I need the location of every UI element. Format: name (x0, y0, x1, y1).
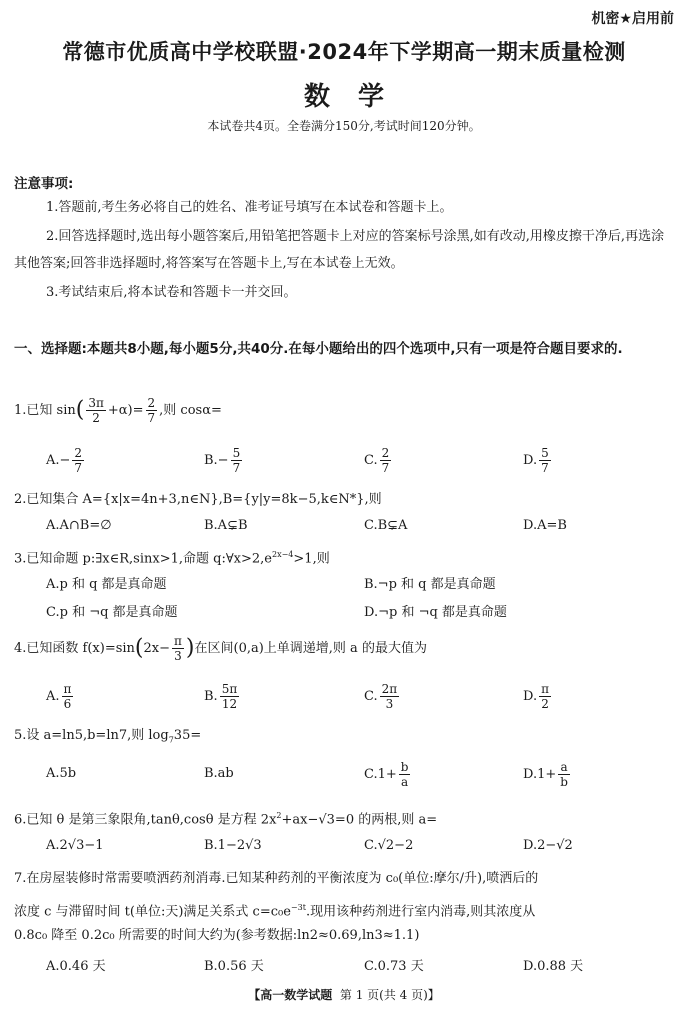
q1-option-d[interactable]: D. $\frac{5}{7}$ (523, 446, 549, 475)
q6-option-a[interactable]: A.2√3−1 (46, 838, 104, 853)
notice-title: 注意事项: (14, 176, 74, 192)
q5-option-c[interactable]: C.1+ $\frac{b}{a}$ (364, 760, 409, 789)
question-7-line-3: 0.8c₀ 降至 0.2c₀ 所需要的时间大约为(参考数据:ln2≈0.69,ln3≈1.1) (14, 928, 420, 943)
q6-option-c[interactable]: C.√2−2 (364, 838, 414, 853)
q7-option-a[interactable]: A.0.46 天 (46, 959, 106, 974)
notice-item-3: 3.考试结束后,将本试卷和答题卡一并交回。 (46, 285, 297, 300)
question-7-line-1: 7.在房屋装修时常需要喷洒药剂消毒.已知某种药剂的平衡浓度为 c₀(单位:摩尔/升),喷洒后的 (14, 871, 539, 886)
q1-eq: )= (127, 403, 144, 418)
q3-option-b[interactable]: B.¬p 和 q 都是真命题 (364, 577, 496, 592)
subject-title: 数学 (303, 82, 412, 112)
q5-option-d[interactable]: D.1+ $\frac{a}{b}$ (523, 760, 568, 789)
question-2: 2.已知集合 A={x|x=4n+3,n∈N},B={y|y=8k−5,k∈N*},则 (14, 492, 382, 507)
q1-option-b[interactable]: B.− $\frac{5}{7}$ (204, 446, 241, 475)
q4-option-a[interactable]: A. $\frac{\pi}{6}$ (46, 682, 72, 711)
q2-option-d[interactable]: D.A=B (523, 518, 567, 533)
q7-option-c[interactable]: C.0.73 天 (364, 959, 424, 974)
question-4: 4.已知函数 f(x)=sin(2x− $\frac{\pi}{3}$ )在区间(0,a)上单调递增,则 a 的最大值为 (14, 634, 427, 663)
q2-option-b[interactable]: B.A⊊B (204, 518, 248, 533)
notice-item-2: 2.回答选择题时,选出每小题答案后,用铅笔把答题卡上对应的答案标号涂黑,如有改动,用橡皮擦干净后,再选涂其他答案;回答非选择题时,将答案写在答题卡上,写在本试卷上无效。 (14, 229, 665, 271)
exam-title: 常德市优质高中学校联盟·2024年下学期高一期末质量检测 (62, 40, 626, 64)
q5-option-a[interactable]: A.5b (46, 766, 77, 781)
q5-option-b[interactable]: B.ab (204, 766, 234, 781)
q2-option-c[interactable]: C.B⊊A (364, 518, 408, 533)
question-1: 1.已知 sin( $\frac{3\pi}{2}$ +α)= $\frac{2}{7}$ ,则 cosα= (14, 396, 222, 425)
q1-suffix: ,则 cosα= (159, 403, 222, 418)
q1-frac-b: $\frac{2}{7}$ (147, 396, 156, 425)
q1-option-c[interactable]: C. $\frac{2}{7}$ (364, 446, 390, 475)
q1-prefix: 1.已知 sin (14, 403, 76, 418)
q4-option-c[interactable]: C. $\frac{2\pi}{3}$ (364, 682, 398, 711)
footer-page: 第 1 页(共 4 页)】 (339, 988, 440, 1002)
q3-option-a[interactable]: A.p 和 q 都是真命题 (46, 577, 167, 592)
question-6: 6.已知 θ 是第三象限角,tanθ,cosθ 是方程 $2x^2+ax-√3=0$ 的两根,则 a= (14, 811, 438, 828)
q1-option-a[interactable]: A.− $\frac{2}{7}$ (46, 446, 83, 475)
q6-option-b[interactable]: B.1−2√3 (204, 838, 262, 853)
q6-option-d[interactable]: D.2−√2 (523, 838, 573, 853)
question-7-line-2: 浓度 c 与滞留时间 t(单位:天)满足关系式 $c=c_0e^{-3t}$.现用该种药剂进行室内消毒,则其浓度从 (14, 903, 536, 920)
q1-inner: +α (107, 403, 128, 418)
question-3: 3.已知命题 p:∃x∈R,sinx>1,命题 $q:\forall x>2,e^{2x-4}>1$,则 (14, 550, 330, 567)
question-5: 5.设 a=ln5,b=ln7,则 $\log_735=$ (14, 728, 202, 745)
q3-option-c[interactable]: C.p 和 ¬q 都是真命题 (46, 605, 178, 620)
page-footer (0, 986, 688, 1003)
q7-option-b[interactable]: B.0.56 天 (204, 959, 264, 974)
section-heading: 一、选择题:本题共8小题,每小题5分,共40分.在每小题给出的四个选项中,只有一项是符合题目要求的. (14, 341, 623, 357)
notice-item-1: 1.答题前,考生务必将自己的姓名、准考证号填写在本试卷和答题卡上。 (46, 200, 453, 215)
q2-option-a[interactable]: A.A∩B=∅ (46, 518, 112, 533)
q4-option-b[interactable]: B. $\frac{5\pi}{12}$ (204, 682, 238, 711)
q4-option-d[interactable]: D. $\frac{\pi}{2}$ (523, 682, 549, 711)
confidential-label: 机密★启用前 (591, 11, 674, 27)
footer-label: 【高一数学试题 (248, 988, 333, 1002)
q3-option-d[interactable]: D.¬p 和 ¬q 都是真命题 (364, 605, 507, 620)
q7-option-d[interactable]: D.0.88 天 (523, 959, 584, 974)
q1-frac-a: $\frac{3\pi}{2}$ (88, 396, 104, 425)
exam-info: 本试卷共4页。全卷满分150分,考试时间120分钟。 (207, 119, 481, 133)
